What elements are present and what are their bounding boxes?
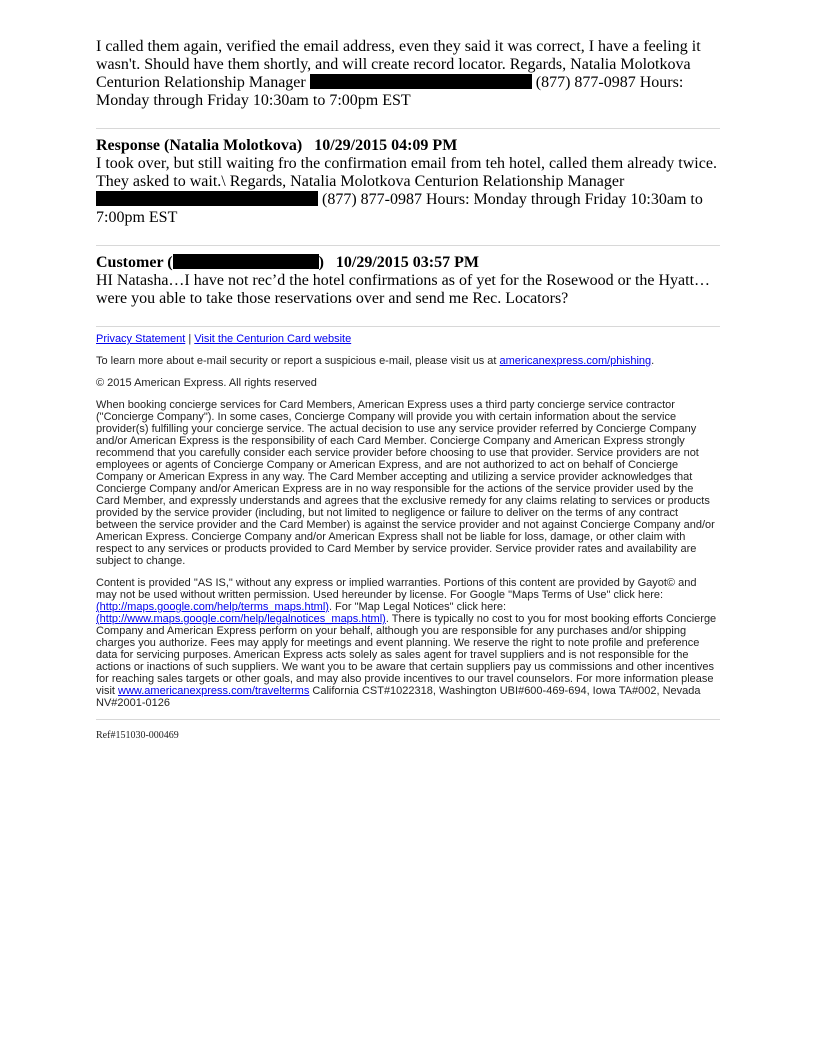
divider	[96, 326, 720, 327]
reference-number: Ref#151030-000469	[96, 730, 179, 741]
phishing-link[interactable]: americanexpress.com/phishing	[499, 355, 652, 367]
email-footer	[96, 333, 720, 709]
message-body	[96, 38, 720, 110]
message-text: (877) 877-0987 Hours: Monday through Friday 10:30am to 7:00pm EST	[96, 74, 684, 109]
message-body	[96, 155, 720, 227]
privacy-statement-link[interactable]: Privacy Statement	[96, 333, 186, 345]
content-text: . There is typically no cost to you for most booking efforts Concierge Company and American Express perform on your behalf, although you are responsible for any purchases and/or shipping charges you authorize. Fees may apply for meetings and event planning. We reserve the right to note profile and preference data for servicing purposes. American Express acts solely as sales agent for travel suppliers and is not responsible for the actions or inactions of such suppliers. We want you to be aware that certain suppliers pay us commissions and other incentives for reaching sales targets or other goals, and may also provide incentives to our travel counselors. For more information please visit	[96, 613, 717, 697]
redacted-phone	[96, 191, 318, 206]
heading-prefix: Customer (	[96, 254, 173, 271]
content-text: California CST#1022318, Washington UBI#600-469-694, Iowa TA#002, Nevada NV#2001-0126	[96, 685, 701, 709]
content-text: . For "Map Legal Notices" click here:	[328, 601, 507, 613]
message-text: I called them again, verified the email address, even they said it was correct, I have a feeling it wasn't. Should have them shortly, and will create record locator. Regards, Natalia Molotkova Centurion Relationship Manager	[96, 38, 701, 91]
copyright-text: © 2015 American Express. All rights reserved	[96, 377, 317, 389]
security-notice	[96, 355, 720, 367]
message-text: (877) 877-0987 Hours: Monday through Friday 10:30am to 7:00pm EST	[96, 191, 703, 226]
redacted-customer-name	[173, 254, 319, 269]
content-disclaimer	[96, 577, 720, 709]
message-body: HI Natasha…I have not rec’d the hotel confirmations as of yet for the Rosewood or the Hyatt…were you able to take those reservations over and send me Rec. Locators?	[96, 272, 711, 307]
divider	[96, 719, 720, 720]
security-text: To learn more about e-mail security or report a suspicious e-mail, please visit us at	[96, 355, 497, 367]
heading-suffix: ) 10/29/2015 03:57 PM	[318, 254, 479, 271]
content-text: Content is provided "AS IS," without any express or implied warranties. Portions of this content are provided by Gayot© and may not be used without written permission. Used hereunder by license. For Google "Maps Terms of Use" click here:	[96, 577, 697, 601]
message-heading: Response (Natalia Molotkova) 10/29/2015 04:09 PM	[96, 137, 458, 154]
message-entry	[96, 129, 720, 227]
message-entry	[96, 38, 720, 110]
redacted-phone	[310, 74, 532, 89]
message-entry	[96, 246, 720, 308]
travelterms-link[interactable]: www.americanexpress.com/travelterms	[118, 685, 310, 697]
maps-terms-link[interactable]: (http://maps.google.com/help/terms_maps.html)	[96, 601, 329, 613]
message-text: I took over, but still waiting fro the confirmation email from teh hotel, called them already twice. They asked to wait.\ Regards, Natalia Molotkova Centurion Relationship Manager	[96, 155, 717, 190]
link-separator: |	[188, 333, 192, 345]
footer-links	[96, 333, 720, 345]
concierge-disclaimer: When booking concierge services for Card Members, American Express uses a third party concierge service contractor ("Concierge Company"). In some cases, Concierge Company will provide you with certain information about the service provider(s) fulfilling your concierge service. The actual decision to use any service provider referred by Concierge Company and/or American Express is the responsibility of each Card Member. Concierge Company and American Express strongly recommend that you carefully consider each service provider before choosing to use that provider. Service providers are not employees or agents of Concierge Company or American Express, and are not authorized to act on behalf of Concierge Company or American Express in any way. The Card Member accepting and utilizing a service provider acknowledges that Concierge Company and/or American Express are in no way responsible for the actions of the service provider used by the Card Member, and expressly understands and agrees that the exclusive remedy for any claims relating to services or products provided by the service provider (including, but not limited to negligence or failure to deliver on the terms of any contract between the service provider and the Card Member) is against the service provider and not against Concierge Company and/or American Express. Concierge Company and/or American Express shall not be liable for loss, damage, or other claim with respect to any services or products provided to Card Member by service provider. Service provider rates and availability are subject to change.	[96, 399, 715, 567]
period: .	[651, 355, 655, 367]
message-thread	[96, 36, 720, 741]
centurion-website-link[interactable]: Visit the Centurion Card website	[194, 333, 352, 345]
legal-notices-link[interactable]: (http://www.maps.google.com/help/legalnotices_maps.html)	[96, 613, 386, 625]
message-heading	[96, 254, 720, 272]
